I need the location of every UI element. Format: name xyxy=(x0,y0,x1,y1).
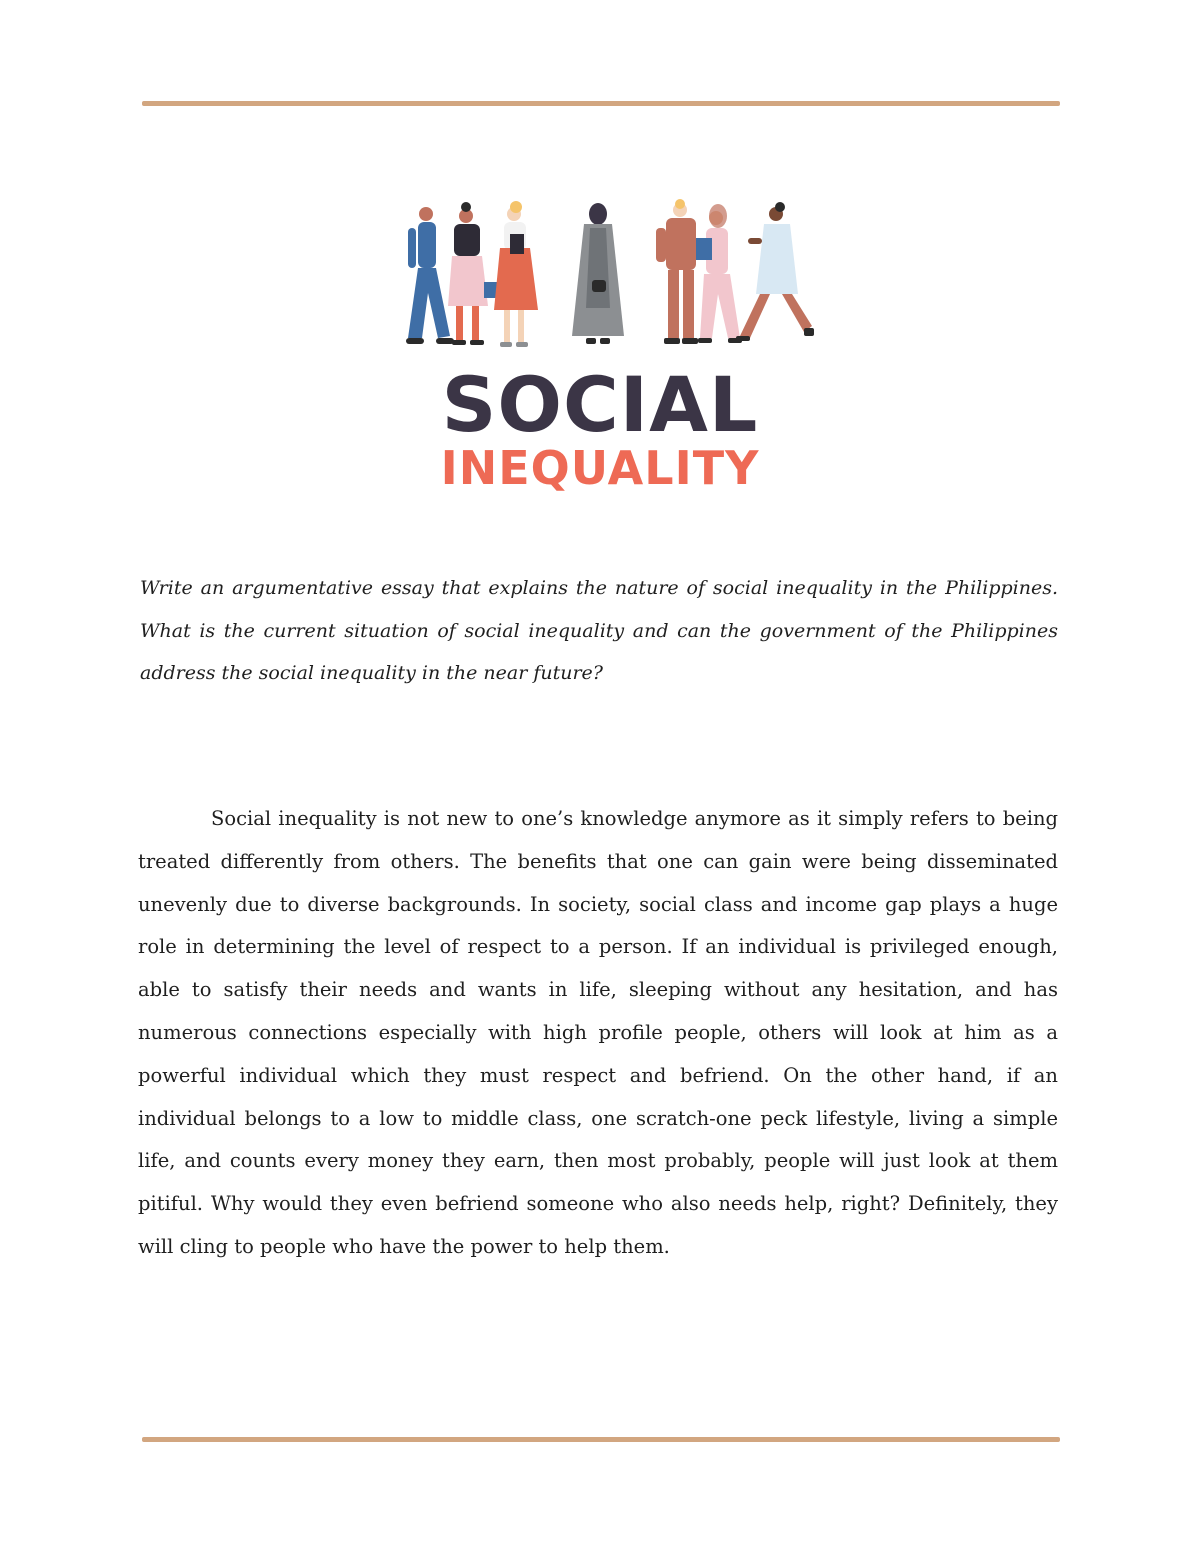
cover-title-social: SOCIAL xyxy=(441,360,759,449)
person-light-blue-dress xyxy=(736,202,814,341)
person-coral-dress xyxy=(494,201,538,347)
bottom-divider xyxy=(142,1437,1060,1442)
diverse-people-group-illustration xyxy=(398,198,818,358)
essay-prompt: Write an argumentative essay that explains the nature of social inequality in the Philippines. What is the current situation of social inequality and can the government of the Philippines address the social inequality in the near future? xyxy=(140,577,1058,684)
person-gray-coat xyxy=(572,203,624,344)
person-pink-outfit xyxy=(696,204,742,343)
cover-title-inequality: INEQUALITY xyxy=(440,441,760,495)
top-divider xyxy=(142,101,1060,106)
essay-paragraph: Social inequality is not new to one’s knowledge anymore as it simply refers to being treated differently from others. The benefits that one can gain were being disseminated unevenly due to diverse backgrounds. In society, social class and income gap plays a huge role in determining the level of respect to a person. If an individual is privileged enough, able to satisfy their needs and wants in life, sleeping without any hesitation, and has numerous connections especially with high profile people, others will look at him as a powerful individual which they must respect and befriend. On the other hand, if an individual belongs to a low to middle class, one scratch-one peck lifestyle, living a simple life, and counts every money they earn, then most probably, people will just look at them pitiful. Why would they even befriend someone who also needs help, right? Definitely, they will cling to people who have the power to help them. xyxy=(138,807,1058,1258)
person-brown-suit xyxy=(656,199,698,344)
person-blue-suit xyxy=(406,207,454,344)
person-pink-skirt xyxy=(448,202,502,345)
